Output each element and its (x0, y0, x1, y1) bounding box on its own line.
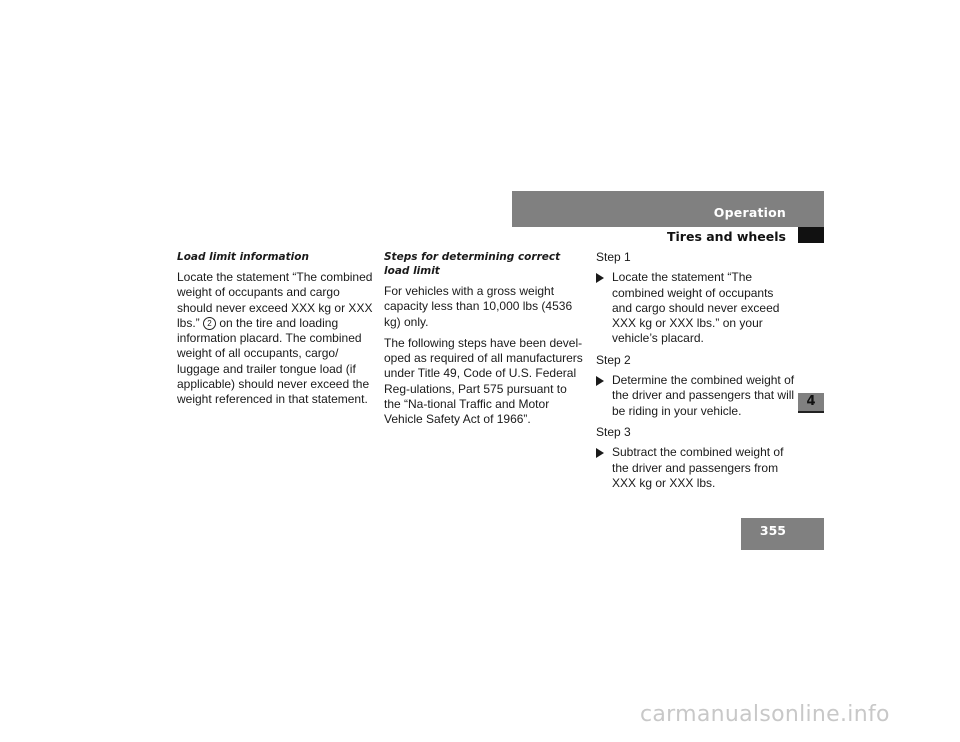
load-limit-text-after: on the tire and loading information placard. The combined weight of all occupants, cargo/ luggage and trailer tongue load (if applicable) should never exceed the weight referenced in that statement. (177, 315, 370, 407)
steps-heading: Steps for determining correct load limit (384, 251, 561, 277)
load-limit-text-before: Locate the statement “The combined weight of occupants and cargo should never exceed XXX kg or XXX lbs.” (177, 270, 373, 330)
bullet-arrow-icon (596, 273, 604, 283)
subsection-header (512, 227, 824, 245)
step-2-label: Step 2 (596, 352, 631, 367)
load-limit-paragraph (177, 270, 375, 408)
step-1-item (596, 270, 796, 346)
step-3-item (596, 445, 796, 491)
page-number: 355 (759, 523, 786, 538)
chapter-tab-underline (798, 411, 824, 413)
step-2-text: Determine the combined weight of the driver and passengers that will be riding in your vehicle. (612, 373, 795, 418)
callout-number: 2 (203, 317, 216, 330)
load-limit-heading: Load limit information (177, 251, 309, 263)
step-3-text: Subtract the combined weight of the driver and passengers from XXX kg or XXX lbs. (612, 445, 784, 490)
chapter-tab: 4 (798, 393, 824, 411)
subsection-title: Tires and wheels (666, 229, 786, 244)
step-2-item (596, 373, 796, 419)
step-1-label: Step 1 (596, 250, 631, 264)
step-1-text: Locate the statement “The combined weight of occupants and cargo should never exceed XXX kg or XXX lbs.” on your vehicle’s placard. (612, 270, 780, 346)
column-steps-intro (384, 250, 584, 434)
section-header-band (512, 191, 824, 227)
section-title: Operation (713, 205, 786, 220)
watermark: carmanualsonline.info (640, 702, 890, 727)
column-load-limit (177, 250, 375, 414)
page-number-box (741, 518, 824, 550)
steps-intro-paragraph-1: For vehicles with a gross weight capacity less than 10,000 lbs (4536 kg) only. (384, 284, 573, 329)
step-3-label: Step 3 (596, 424, 631, 439)
subsection-tab-marker (798, 227, 824, 243)
steps-intro-paragraph-2: The following steps have been devel-oped as required of all manufacturers under Title 49, Code of U.S. Federal Reg-ulations, Part 575 pursuant to the “Na-tional Traffic and Motor Vehicle Safety Act of 1966”. (384, 335, 583, 427)
column-steps (596, 250, 796, 497)
bullet-arrow-icon (596, 448, 604, 458)
bullet-arrow-icon (596, 376, 604, 386)
